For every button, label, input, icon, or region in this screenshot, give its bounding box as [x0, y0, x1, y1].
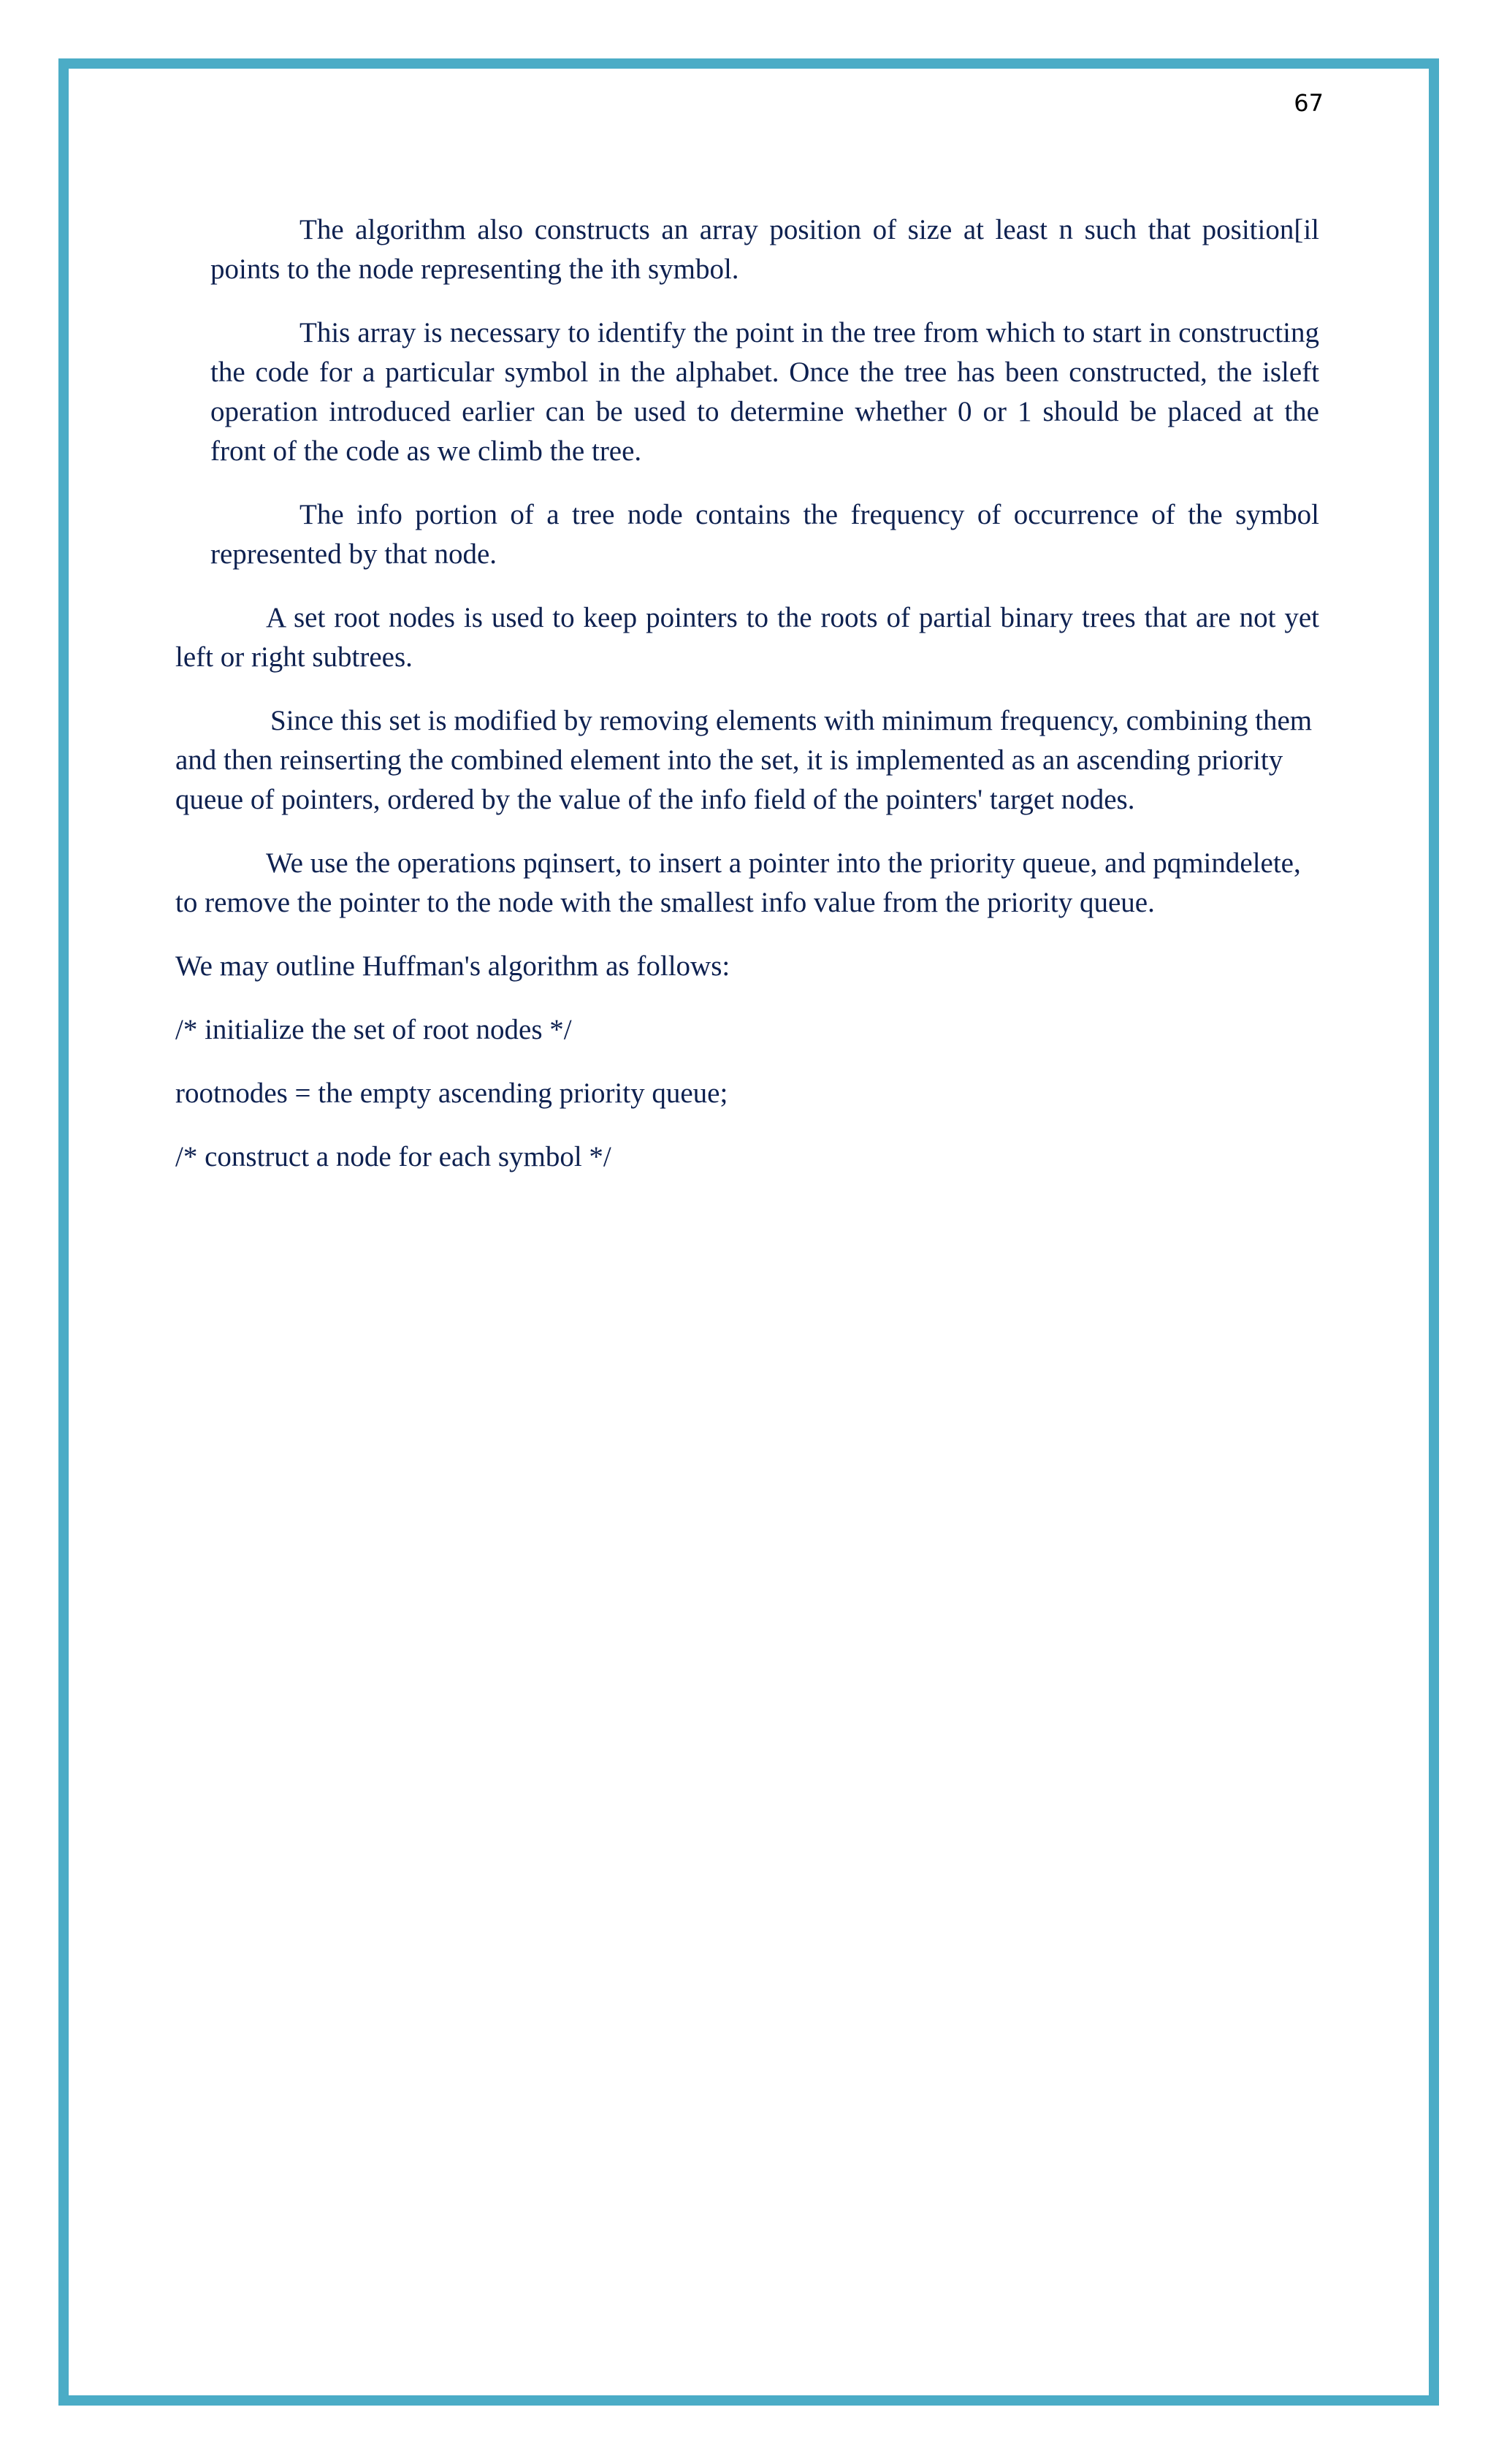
paragraph-outline-intro: We may outline Huffman's algorithm as follows: — [175, 950, 730, 982]
paragraph-array-purpose: This array is necessary to identify the point in the tree from which to start in constructing the code for a particular symbol in the alphabet. Once the tree has been constructed, the isleft operation introduced earlier can be used to determine whether 0 or 1 should be placed at the front of the code as we climb the tree. — [210, 317, 1319, 467]
page-body — [175, 210, 1319, 1201]
code-comment-initialize: /* initialize the set of root nodes */ — [175, 1014, 572, 1045]
paragraph-position-array: The algorithm also constructs an array position of size at least n such that position[il points to the node representing the ith symbol. — [210, 214, 1319, 285]
code-line-rootnodes: rootnodes = the empty ascending priority queue; — [175, 1077, 728, 1109]
paragraph-operations: We use the operations pqinsert, to insert a pointer into the priority queue, and pqmindelete, to remove the pointer to the node with the smallest info value from the priority queue. — [175, 847, 1301, 918]
paragraph-priority-queue: Since this set is modified by removing elements with minimum frequency, combining them and then reinserting the combined element into the set, it is implemented as an ascending priority queue of pointers, ordered by the value of the info field of the pointers' target nodes. — [175, 705, 1313, 815]
paragraph-root-nodes: A set root nodes is used to keep pointers to the roots of partial binary trees that are not yet left or right subtrees. — [175, 602, 1319, 673]
page-number: 67 — [1294, 89, 1324, 117]
paragraph-info-portion: The info portion of a tree node contains the frequency of occurrence of the symbol represented by that node. — [210, 499, 1319, 570]
code-comment-construct: /* construct a node for each symbol */ — [175, 1141, 611, 1172]
